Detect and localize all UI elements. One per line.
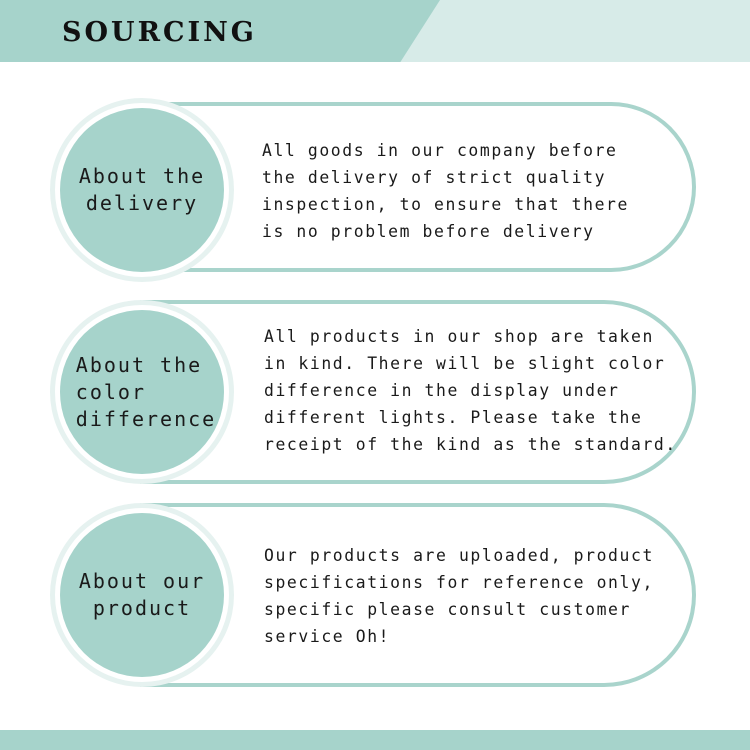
- circle-badge: [60, 310, 224, 474]
- card-label: About our product: [78, 569, 206, 620]
- card-text: All products in our shop are taken in kind. There will be slight color difference in the display under different lights. Please take the receipt of the kind as the standard.: [264, 327, 677, 454]
- card-label: About the delivery: [78, 164, 206, 215]
- footer-band: [0, 730, 750, 750]
- page-title: SOURCING: [62, 17, 257, 48]
- card-label: About the color difference: [75, 352, 217, 431]
- card-text: Our products are uploaded, product specifications for reference only, specific please consult customer service Oh!: [264, 546, 654, 646]
- circle-badge: [60, 108, 224, 272]
- circle-badge: [60, 513, 224, 677]
- card-text: All goods in our company before the delivery of strict quality inspection, to ensure that there is no problem before delivery: [262, 141, 629, 241]
